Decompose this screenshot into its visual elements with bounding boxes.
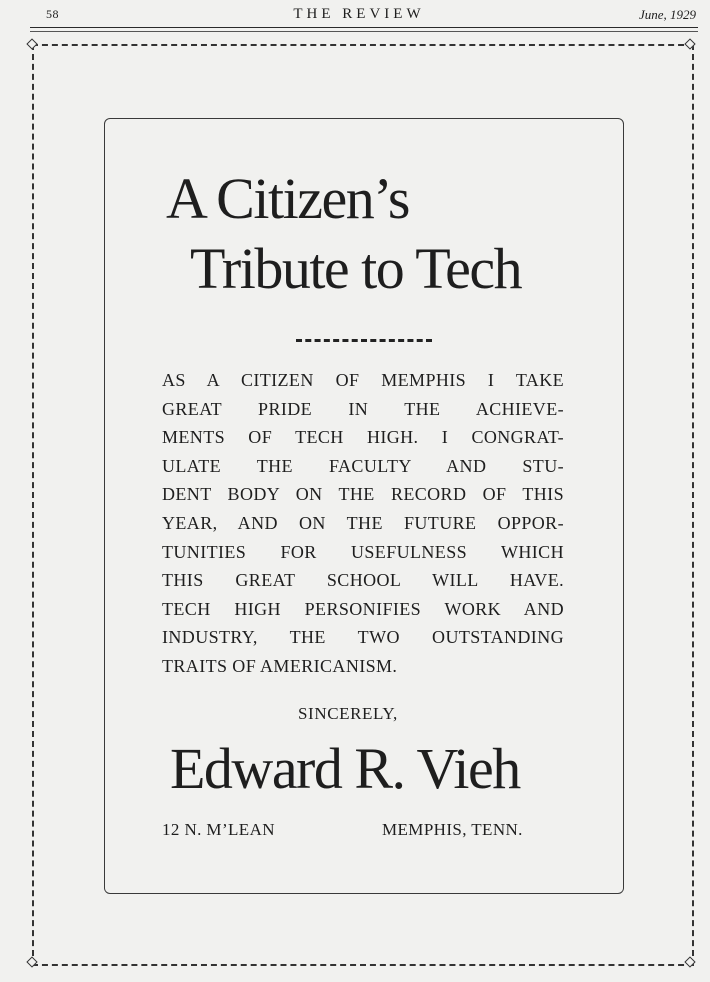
city-address: MEMPHIS, TENN.: [382, 820, 523, 839]
body-line: AS A CITIZEN OF MEMPHIS I TAKE: [162, 370, 564, 390]
page-number: 58: [46, 7, 59, 21]
issue-date: June, 1929: [638, 7, 696, 22]
page-header: [0, 0, 710, 30]
header-rule: [30, 27, 698, 28]
body-line: ULATE THE FACULTY AND STU-: [162, 455, 564, 476]
signature-name: Edward R. Vieh: [170, 736, 520, 801]
tribute-body: [162, 366, 564, 681]
street-address: 12 N. M’LEAN: [162, 820, 275, 839]
body-line: GREAT PRIDE IN THE ACHIEVE-: [162, 398, 564, 419]
header-rule-secondary: [30, 31, 698, 32]
closing-salutation: SINCERELY,: [298, 704, 398, 723]
body-line: TRAITS OF AMERICANISM.: [162, 655, 398, 676]
body-line: TUNITIES FOR USEFULNESS WHICH: [162, 541, 564, 562]
body-line: YEAR, AND ON THE FUTURE OPPOR-: [162, 512, 564, 533]
body-line: DENT BODY ON THE RECORD OF THIS: [162, 484, 564, 505]
publication-title: THE REVIEW: [293, 6, 425, 22]
body-line: INDUSTRY, THE TWO OUTSTANDING: [162, 627, 564, 648]
headline-divider: [296, 339, 432, 342]
body-line: THIS GREAT SCHOOL WILL HAVE.: [162, 570, 564, 591]
body-line: MENTS OF TECH HIGH. I CONGRAT-: [162, 427, 564, 448]
headline-line-1: A Citizen’s: [166, 166, 409, 231]
headline-line-2: Tribute to Tech: [190, 236, 522, 301]
body-line: TECH HIGH PERSONIFIES WORK AND: [162, 598, 564, 619]
